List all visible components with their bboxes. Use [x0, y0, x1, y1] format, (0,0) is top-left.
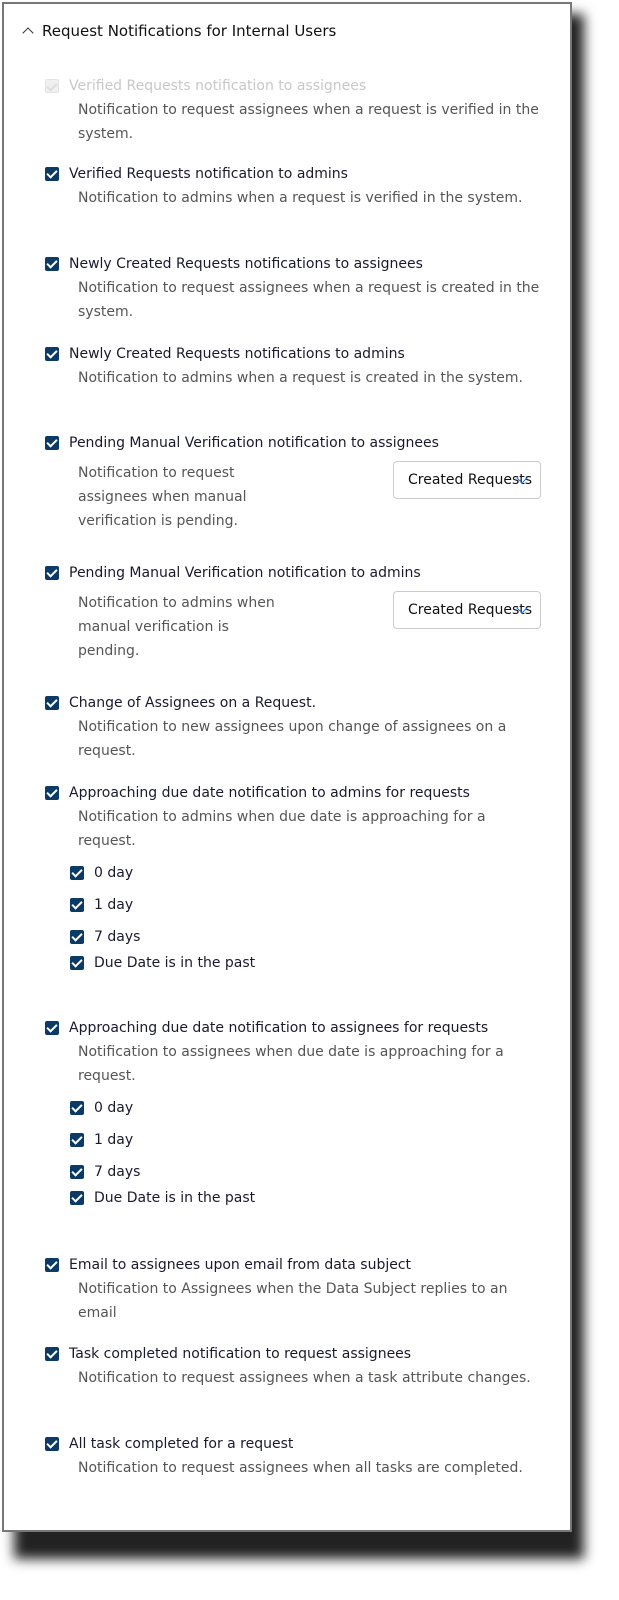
notification-item — [44, 1253, 544, 1325]
due-option-label: 0 day — [94, 1100, 134, 1116]
due-option[interactable] — [69, 857, 544, 889]
notification-item — [44, 1016, 544, 1208]
checkbox[interactable] — [45, 1021, 59, 1035]
due-option[interactable] — [69, 921, 544, 953]
notification-description: Notification to Assignees when the Data Subject replies to an email — [78, 1281, 508, 1321]
due-option-label: 7 days — [94, 929, 141, 945]
due-option[interactable] — [69, 1156, 544, 1188]
checkbox[interactable] — [45, 436, 59, 450]
due-option[interactable] — [69, 1188, 544, 1208]
due-option-label: 1 day — [94, 1132, 134, 1148]
notification-description: Notification to request assignees when a task attribute changes. — [78, 1370, 531, 1386]
trigger-select[interactable]: Created Requests — [393, 461, 541, 499]
notification-description: Notification to request assignees when a request is verified in the system. — [78, 102, 539, 142]
checkbox[interactable] — [70, 1133, 84, 1147]
notification-label: All task completed for a request — [69, 1436, 294, 1452]
notifications-panel — [2, 2, 572, 1532]
due-option-label: 1 day — [94, 897, 134, 913]
notification-item — [44, 1432, 544, 1480]
chevron-up-icon[interactable] — [22, 27, 33, 38]
checkbox[interactable] — [45, 1258, 59, 1272]
notification-item — [44, 342, 544, 390]
due-option-label: 0 day — [94, 865, 134, 881]
checkbox — [45, 79, 59, 93]
notification-item — [44, 252, 544, 324]
checkbox[interactable] — [45, 257, 59, 271]
notification-description: Notification to new assignees upon change of assignees on a request. — [78, 719, 507, 759]
notification-item — [44, 561, 544, 663]
notification-description: Notification to admins when a request is verified in the system. — [78, 190, 523, 206]
notification-description: Notification to admins when due date is approaching for a request. — [78, 809, 486, 849]
checkbox[interactable] — [45, 786, 59, 800]
notification-label: Task completed notification to request assignees — [69, 1346, 412, 1362]
notification-description: Notification to admins when a request is created in the system. — [78, 370, 523, 386]
notification-description: Notification to assignees when due date is approaching for a request. — [78, 1044, 504, 1084]
notification-item — [44, 691, 544, 763]
checkbox[interactable] — [45, 1437, 59, 1451]
checkbox[interactable] — [45, 566, 59, 580]
checkbox[interactable] — [45, 167, 59, 181]
notification-description: Notification to request assignees when a request is created in the system. — [78, 280, 540, 320]
checkbox[interactable] — [70, 1191, 84, 1205]
notification-item — [44, 781, 544, 973]
due-option-label: 7 days — [94, 1164, 141, 1180]
due-option-label: Due Date is in the past — [94, 1190, 256, 1206]
notification-label: Verified Requests notification to assignees — [69, 78, 367, 94]
notification-item — [44, 162, 544, 210]
notification-label: Newly Created Requests notifications to admins — [69, 346, 405, 362]
section-title: Request Notifications for Internal Users — [42, 22, 337, 40]
notification-description: Notification to request assignees when all tasks are completed. — [78, 1460, 523, 1476]
checkbox[interactable] — [70, 1165, 84, 1179]
notification-description: Notification to admins when manual verification is pending. — [78, 595, 275, 659]
checkbox[interactable] — [70, 956, 84, 970]
checkbox[interactable] — [45, 347, 59, 361]
due-option[interactable] — [69, 1092, 544, 1124]
due-option[interactable] — [69, 1124, 544, 1156]
notification-item — [44, 431, 544, 533]
due-option[interactable] — [69, 953, 544, 973]
checkbox[interactable] — [70, 898, 84, 912]
due-option[interactable] — [69, 889, 544, 921]
notification-description: Notification to request assignees when manual verification is pending. — [78, 465, 247, 529]
notification-label: Email to assignees upon email from data subject — [69, 1257, 412, 1273]
notification-label: Newly Created Requests notifications to assignees — [69, 256, 423, 272]
notification-label: Approaching due date notification to assignees for requests — [69, 1020, 489, 1036]
notification-label: Approaching due date notification to admins for requests — [69, 785, 470, 801]
checkbox[interactable] — [70, 1101, 84, 1115]
checkbox[interactable] — [70, 866, 84, 880]
due-option-label: Due Date is in the past — [94, 955, 256, 971]
notification-item — [44, 1342, 544, 1390]
notification-label: Pending Manual Verification notification to assignees — [69, 435, 439, 451]
checkbox[interactable] — [45, 696, 59, 710]
checkbox[interactable] — [70, 930, 84, 944]
checkbox[interactable] — [45, 1347, 59, 1361]
notification-label: Verified Requests notification to admins — [69, 166, 348, 182]
notification-label: Change of Assignees on a Request. — [69, 695, 317, 711]
section-header[interactable] — [24, 22, 336, 40]
trigger-select[interactable]: Created Requests — [393, 591, 541, 629]
notification-item — [44, 74, 544, 146]
notification-label: Pending Manual Verification notification to admins — [69, 565, 421, 581]
